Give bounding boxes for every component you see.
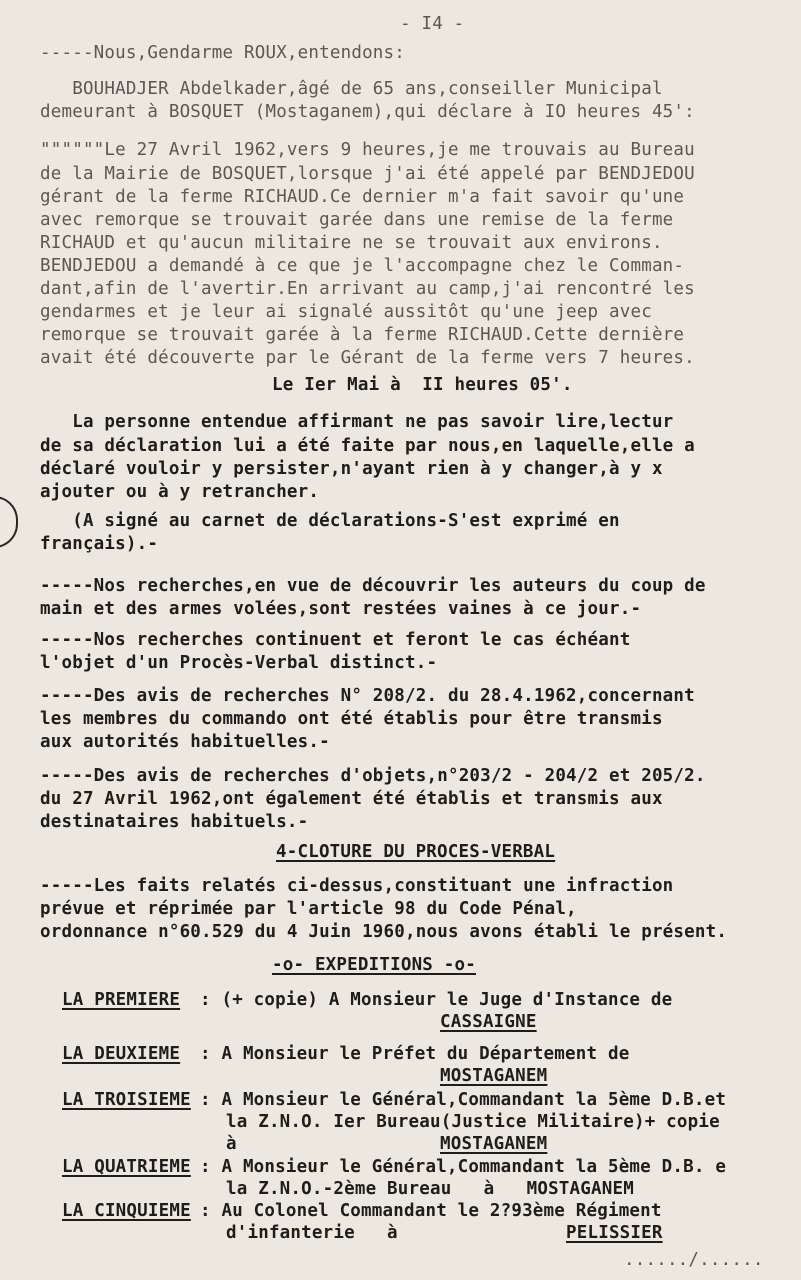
recipient-text: à <box>226 1134 237 1154</box>
recipient-text: la Z.N.O.-2ème Bureau à MOSTAGANEM <box>226 1179 634 1199</box>
text-line: (A signé au carnet de déclarations-S'est exprimé en <box>40 511 620 531</box>
recipient-place: CASSAIGNE <box>440 1012 537 1032</box>
recipient-place: MOSTAGANEM <box>440 1134 548 1154</box>
text-line: les membres du commando ont été établis pour être transmis <box>40 709 663 729</box>
text-line: gérant de la ferme RICHAUD.Ce dernier m'a fait savoir qu'une <box>40 187 685 207</box>
text-line: dant,afin de l'avertir.En arrivant au camp,j'ai rencontré les <box>40 279 695 299</box>
recipient-place: MOSTAGANEM <box>440 1066 548 1086</box>
binding-mark <box>0 496 18 548</box>
recipient-text: : A Monsieur le Préfet du Département de <box>200 1044 630 1064</box>
page-number: - I4 - <box>400 14 465 34</box>
text-line: -----Des avis de recherches d'objets,n°203/2 - 204/2 et 205/2. <box>40 766 706 786</box>
text-line: de sa déclaration lui a été faite par nous,en laquelle,elle a <box>40 436 695 456</box>
recipient-label: LA DEUXIEME <box>62 1044 181 1064</box>
text-line: BOUHADJER Abdelkader,âgé de 65 ans,conseiller Municipal <box>40 79 663 99</box>
text-line: ordonnance n°60.529 du 4 Juin 1960,nous avons établi le présent. <box>40 922 728 942</box>
text-line: -----Des avis de recherches N° 208/2. du 28.4.1962,concernant <box>40 686 695 706</box>
recipient-text: d'infanterie à <box>226 1223 398 1243</box>
expeditions-heading: -o- EXPEDITIONS -o- <box>272 955 476 975</box>
text-line: du 27 Avril 1962,ont également été établis et transmis aux <box>40 789 663 809</box>
section-heading: 4-CLOTURE DU PROCES-VERBAL <box>276 842 556 862</box>
text-line: remorque se trouvait garée à la ferme RICHAUD.Cette dernière <box>40 325 685 345</box>
text-line: avait été découverte par le Gérant de la ferme vers 7 heures. <box>40 348 695 368</box>
text-line: avec remorque se trouvait garée dans une remise de la ferme <box>40 210 674 230</box>
recipient-label: LA CINQUIEME <box>62 1201 191 1221</box>
text-line: destinataires habituels.- <box>40 812 309 832</box>
text-line: prévue et réprimée par l'article 98 du Code Pénal, <box>40 899 577 919</box>
text-line: -----Nos recherches continuent et feront le cas échéant <box>40 630 631 650</box>
text-line: de la Mairie de BOSQUET,lorsque j'ai été appelé par BENDJEDOU <box>40 164 695 184</box>
recipient-label: LA PREMIERE <box>62 990 181 1010</box>
text-line: français).- <box>40 534 159 554</box>
recipient-place: PELISSIER <box>566 1223 663 1243</box>
text-line: gendarmes et je leur ai signalé aussitôt qu'une jeep avec <box>40 302 652 322</box>
text-line: La personne entendue affirmant ne pas savoir lire,lectur <box>40 412 674 432</box>
text-line: demeurant à BOSQUET (Mostaganem),qui déclare à IO heures 45': <box>40 102 695 122</box>
text-line: -----Nous,Gendarme ROUX,entendons: <box>40 43 406 63</box>
recipient-text: : A Monsieur le Général,Commandant la 5ème D.B.et <box>200 1090 727 1110</box>
recipient-label: LA QUATRIEME <box>62 1157 191 1177</box>
text-line: RICHAUD et qu'aucun militaire ne se trouvait aux environs. <box>40 233 663 253</box>
text-line: BENDJEDOU a demandé à ce que je l'accompagne chez le Comman- <box>40 256 685 276</box>
text-line: l'objet d'un Procès-Verbal distinct.- <box>40 653 438 673</box>
text-line: ajouter ou à y retrancher. <box>40 482 320 502</box>
recipient-label: LA TROISIEME <box>62 1090 191 1110</box>
text-line: """"""Le 27 Avril 1962,vers 9 heures,je me trouvais au Bureau <box>40 140 695 160</box>
recipient-text: : Au Colonel Commandant le 2?93ème Régiment <box>200 1201 662 1221</box>
recipient-text: la Z.N.O. Ier Bureau(Justice Militaire)+ copie <box>226 1112 720 1132</box>
text-line: aux autorités habituelles.- <box>40 732 330 752</box>
continuation-mark: ....../...... <box>624 1250 764 1270</box>
recipient-text: : (+ copie) A Monsieur le Juge d'Instance de <box>200 990 673 1010</box>
text-line: déclaré vouloir y persister,n'ayant rien à y changer,à y x <box>40 459 663 479</box>
text-line: main et des armes volées,sont restées vaines à ce jour.- <box>40 599 642 619</box>
recipient-text: : A Monsieur le Général,Commandant la 5ème D.B. e <box>200 1157 727 1177</box>
text-line: -----Les faits relatés ci-dessus,constituant une infraction <box>40 876 674 896</box>
closing-time-line: Le Ier Mai à II heures 05'. <box>272 375 573 395</box>
text-line: -----Nos recherches,en vue de découvrir les auteurs du coup de <box>40 576 706 596</box>
